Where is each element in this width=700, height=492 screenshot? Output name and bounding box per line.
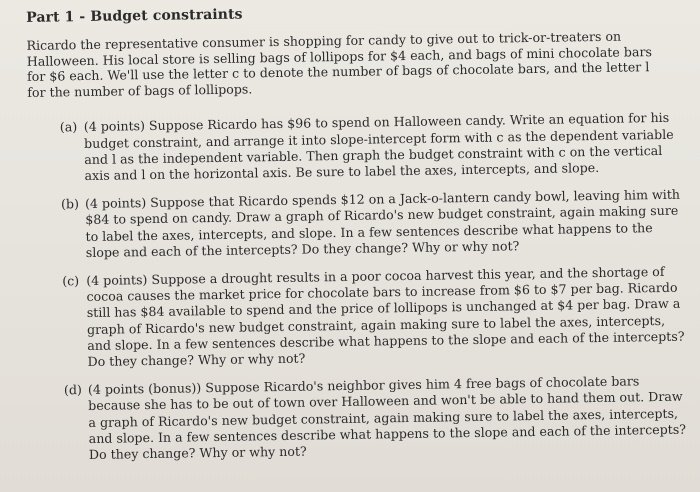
part-a-text: (4 points) Suppose Ricardo has $96 to spend on Halloween candy. Write an equation for his budget constraint, and arrange it into slope-intercept form with c as the dependent variable and l as the independent variable. Then graph the budget constraint with c on the vertical axis and l on the horizontal axis. Be sure to label the axes, intercepts, and slope. <box>83 110 674 184</box>
intro-paragraph: Ricardo the representative consumer is shopping for candy to give out to trick-or-treaters on Halloween. His local store is selling bags of lollipops for $4 each, and bags of mini chocolate bars for $6 each. We'll use the letter c to denote the number of bags of chocolate bars, and the letter l for the number of bags of lollipops. <box>26 28 652 100</box>
part-d-text: (4 points (bonus)) Suppose Ricardo's neighbor gives him 4 free bags of chocolate bars because she has to be out of town over Halloween and won't be able to hand them out. Draw a graph of Ricardo's new budget constraint, again making sure to label the axes, intercepts, and slope. In a few sentences describe what happens to the slope and each of the intercepts? Do they change? Why or why not? <box>87 373 687 463</box>
part-b <box>25 187 686 262</box>
part-d <box>28 373 689 464</box>
part-d-label: (d) <box>63 382 82 398</box>
part-c <box>26 264 687 372</box>
part-b-text: (4 points) Suppose that Ricardo spends $12 on a Jack-o-lantern candy bowl, leaving him with $84 to spend on candy. Draw a graph of Ricardo's new budget constraint, again making sure to label the axes, intercepts, and slope. In a few sentences describe what happens to the slope and each of the intercepts? Do they change? Why or why not? <box>84 186 681 260</box>
part-a-label: (a) <box>59 119 78 135</box>
problem-content <box>22 0 689 476</box>
section-title: Part 1 - Budget constraints <box>25 6 243 26</box>
part-c-text: (4 points) Suppose a drought results in a poor cocoa harvest this year, and the shortage of cocoa causes the market price for chocolate bars to increase from $6 to $7 per bag. Ricardo still has $84 available to spend and the price of lollipops is unchanged at $4 per bag. Draw a graph of Ricardo's new budget constraint, again making sure to label the axes, intercepts, and slope. In a few sentences describe what happens to the slope and each of the intercepts? Do they change? Why or why not? <box>86 263 685 370</box>
part-b-label: (b) <box>60 196 80 212</box>
part-c-label: (c) <box>62 273 80 289</box>
part-a <box>24 110 685 185</box>
